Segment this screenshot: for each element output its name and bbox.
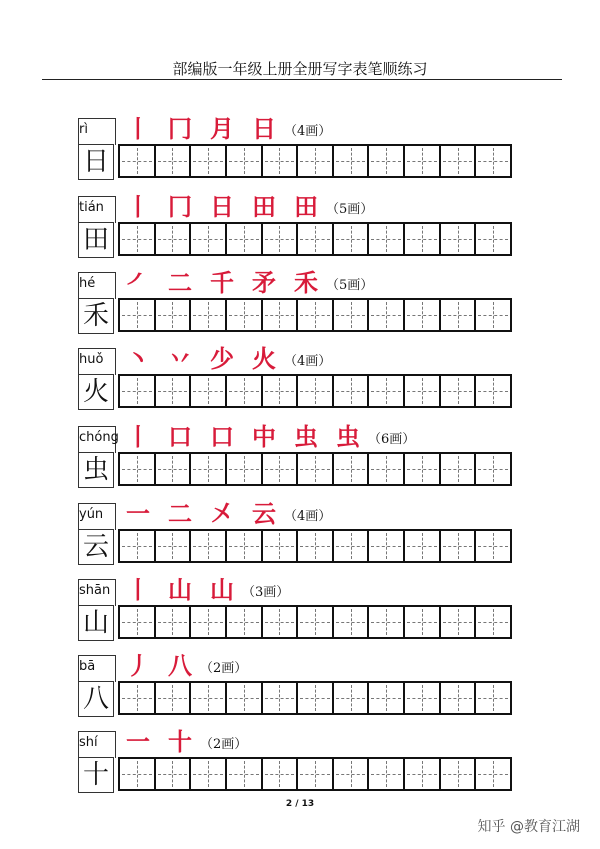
writing-cell[interactable] bbox=[227, 683, 263, 713]
writing-cell[interactable] bbox=[405, 683, 441, 713]
writing-cell[interactable] bbox=[191, 759, 227, 789]
writing-cell[interactable] bbox=[263, 454, 299, 484]
practice-entry bbox=[78, 345, 518, 426]
pinyin-box bbox=[78, 348, 116, 375]
stroke-step: 日 bbox=[210, 193, 234, 221]
writing-cell[interactable] bbox=[156, 531, 192, 561]
writing-cell[interactable] bbox=[476, 607, 510, 637]
stroke-step: 丨 bbox=[126, 193, 150, 221]
writing-cell[interactable] bbox=[120, 224, 156, 254]
writing-grid bbox=[118, 222, 512, 256]
writing-cell[interactable] bbox=[441, 376, 477, 406]
pinyin-box bbox=[78, 731, 116, 758]
stroke-order bbox=[126, 500, 331, 528]
writing-cell[interactable] bbox=[405, 531, 441, 561]
writing-cell[interactable] bbox=[476, 376, 510, 406]
writing-cell[interactable] bbox=[441, 454, 477, 484]
model-character: 田 bbox=[78, 222, 114, 258]
writing-cell[interactable] bbox=[405, 146, 441, 176]
writing-grid bbox=[118, 681, 512, 715]
stroke-step: 一 bbox=[126, 500, 150, 528]
stroke-count: （2画） bbox=[200, 736, 248, 752]
writing-cell[interactable] bbox=[120, 376, 156, 406]
writing-grid bbox=[118, 452, 512, 486]
writing-cell[interactable] bbox=[334, 376, 370, 406]
stroke-step: 丿 bbox=[126, 652, 150, 680]
model-character: 山 bbox=[78, 605, 114, 641]
practice-entry bbox=[78, 423, 518, 504]
writing-cell[interactable] bbox=[227, 300, 263, 330]
writing-cell[interactable] bbox=[405, 759, 441, 789]
writing-cell[interactable] bbox=[298, 607, 334, 637]
stroke-order bbox=[126, 269, 373, 297]
stroke-count: （5画） bbox=[326, 201, 374, 217]
stroke-step: 十 bbox=[168, 728, 192, 756]
stroke-step: 山 bbox=[168, 576, 192, 604]
writing-cell[interactable] bbox=[369, 224, 405, 254]
writing-cell[interactable] bbox=[227, 531, 263, 561]
writing-cell[interactable] bbox=[120, 300, 156, 330]
stroke-step: 日 bbox=[252, 115, 276, 143]
writing-cell[interactable] bbox=[120, 759, 156, 789]
pinyin-label: chóng bbox=[79, 430, 119, 445]
stroke-step: 㐅 bbox=[210, 500, 234, 528]
model-character: 十 bbox=[78, 757, 114, 793]
writing-cell[interactable] bbox=[334, 454, 370, 484]
pinyin-box bbox=[78, 655, 116, 682]
stroke-step: 云 bbox=[252, 500, 276, 528]
pinyin-box bbox=[78, 426, 119, 453]
pinyin-box bbox=[78, 579, 116, 606]
stroke-order bbox=[126, 728, 247, 756]
stroke-step: 二 bbox=[168, 269, 192, 297]
writing-cell[interactable] bbox=[334, 683, 370, 713]
model-character: 日 bbox=[78, 144, 114, 180]
stroke-count: （5画） bbox=[326, 277, 374, 293]
writing-cell[interactable] bbox=[369, 454, 405, 484]
pinyin-label: rì bbox=[79, 122, 88, 137]
writing-cell[interactable] bbox=[476, 531, 510, 561]
stroke-step: 丨 bbox=[126, 576, 150, 604]
writing-cell[interactable] bbox=[191, 224, 227, 254]
practice-entry bbox=[78, 728, 518, 809]
writing-cell[interactable] bbox=[334, 531, 370, 561]
writing-cell[interactable] bbox=[191, 683, 227, 713]
stroke-count: （6画） bbox=[368, 431, 416, 447]
stroke-step: 禾 bbox=[294, 269, 318, 297]
stroke-step: 一 bbox=[126, 728, 150, 756]
writing-cell[interactable] bbox=[298, 376, 334, 406]
stroke-step: 八 bbox=[168, 652, 192, 680]
stroke-step: 千 bbox=[210, 269, 234, 297]
title-divider bbox=[42, 79, 562, 80]
watermark: 知乎 @教育江湖 bbox=[477, 819, 580, 835]
practice-entry bbox=[78, 193, 518, 274]
writing-cell[interactable] bbox=[369, 300, 405, 330]
model-character: 云 bbox=[78, 529, 114, 565]
writing-cell[interactable] bbox=[156, 607, 192, 637]
pinyin-box bbox=[78, 272, 116, 299]
writing-grid bbox=[118, 374, 512, 408]
writing-cell[interactable] bbox=[476, 224, 510, 254]
writing-cell[interactable] bbox=[369, 607, 405, 637]
writing-cell[interactable] bbox=[476, 300, 510, 330]
writing-cell[interactable] bbox=[156, 759, 192, 789]
writing-cell[interactable] bbox=[405, 607, 441, 637]
writing-cell[interactable] bbox=[191, 300, 227, 330]
writing-cell[interactable] bbox=[441, 224, 477, 254]
writing-cell[interactable] bbox=[298, 300, 334, 330]
practice-entry bbox=[78, 576, 518, 657]
writing-grid bbox=[118, 298, 512, 332]
writing-cell[interactable] bbox=[120, 683, 156, 713]
stroke-step: 口 bbox=[210, 423, 234, 451]
writing-cell[interactable] bbox=[227, 376, 263, 406]
stroke-step: 山 bbox=[210, 576, 234, 604]
writing-cell[interactable] bbox=[191, 607, 227, 637]
writing-cell[interactable] bbox=[369, 376, 405, 406]
model-character: 八 bbox=[78, 681, 114, 717]
writing-cell[interactable] bbox=[120, 146, 156, 176]
stroke-step: 丨 bbox=[126, 115, 150, 143]
writing-cell[interactable] bbox=[405, 224, 441, 254]
model-character: 禾 bbox=[78, 298, 114, 334]
writing-cell[interactable] bbox=[156, 454, 192, 484]
stroke-order bbox=[126, 423, 415, 451]
writing-cell[interactable] bbox=[298, 683, 334, 713]
pinyin-label: shān bbox=[79, 583, 111, 598]
writing-cell[interactable] bbox=[156, 224, 192, 254]
writing-cell[interactable] bbox=[227, 454, 263, 484]
writing-cell[interactable] bbox=[298, 759, 334, 789]
stroke-step: 虫 bbox=[336, 423, 360, 451]
stroke-step: 月 bbox=[210, 115, 234, 143]
writing-grid bbox=[118, 605, 512, 639]
writing-cell[interactable] bbox=[227, 759, 263, 789]
stroke-order bbox=[126, 115, 331, 143]
writing-cell[interactable] bbox=[369, 759, 405, 789]
writing-cell[interactable] bbox=[298, 146, 334, 176]
stroke-step: 丨 bbox=[126, 423, 150, 451]
writing-cell[interactable] bbox=[441, 300, 477, 330]
stroke-step: 田 bbox=[252, 193, 276, 221]
stroke-count: （4画） bbox=[284, 508, 332, 524]
writing-cell[interactable] bbox=[334, 146, 370, 176]
stroke-step: 火 bbox=[252, 345, 276, 373]
writing-cell[interactable] bbox=[298, 454, 334, 484]
writing-cell[interactable] bbox=[263, 224, 299, 254]
page-number: 2 / 13 bbox=[285, 799, 315, 809]
writing-cell[interactable] bbox=[191, 146, 227, 176]
writing-cell[interactable] bbox=[156, 146, 192, 176]
writing-cell[interactable] bbox=[191, 531, 227, 561]
writing-cell[interactable] bbox=[227, 146, 263, 176]
writing-cell[interactable] bbox=[191, 454, 227, 484]
pinyin-box bbox=[78, 503, 116, 530]
writing-cell[interactable] bbox=[298, 531, 334, 561]
writing-grid bbox=[118, 757, 512, 791]
writing-grid bbox=[118, 529, 512, 563]
model-character: 火 bbox=[78, 374, 114, 410]
writing-cell[interactable] bbox=[298, 224, 334, 254]
writing-cell[interactable] bbox=[263, 376, 299, 406]
stroke-count: （2画） bbox=[200, 660, 248, 676]
stroke-step: 田 bbox=[294, 193, 318, 221]
writing-cell[interactable] bbox=[120, 531, 156, 561]
pinyin-label: yún bbox=[79, 507, 104, 522]
pinyin-label: huǒ bbox=[79, 352, 104, 367]
practice-entry bbox=[78, 652, 518, 733]
writing-cell[interactable] bbox=[227, 224, 263, 254]
writing-cell[interactable] bbox=[191, 376, 227, 406]
stroke-count: （3画） bbox=[242, 584, 290, 600]
stroke-step: 冂 bbox=[168, 115, 192, 143]
writing-cell[interactable] bbox=[476, 683, 510, 713]
stroke-step: ㇒ bbox=[126, 269, 150, 297]
pinyin-label: hé bbox=[79, 276, 96, 291]
stroke-order bbox=[126, 576, 289, 604]
stroke-step: 口 bbox=[168, 423, 192, 451]
practice-entry bbox=[78, 269, 518, 350]
stroke-order bbox=[126, 345, 331, 373]
writing-cell[interactable] bbox=[334, 224, 370, 254]
writing-cell[interactable] bbox=[476, 146, 510, 176]
stroke-step: 矛 bbox=[252, 269, 276, 297]
writing-cell[interactable] bbox=[263, 683, 299, 713]
writing-cell[interactable] bbox=[120, 454, 156, 484]
writing-cell[interactable] bbox=[441, 683, 477, 713]
stroke-step: 少 bbox=[210, 345, 234, 373]
writing-cell[interactable] bbox=[156, 300, 192, 330]
writing-cell[interactable] bbox=[334, 607, 370, 637]
stroke-step: 丶 bbox=[126, 345, 150, 373]
practice-entry bbox=[78, 500, 518, 581]
writing-cell[interactable] bbox=[369, 531, 405, 561]
writing-grid bbox=[118, 144, 512, 178]
stroke-step: 中 bbox=[252, 423, 276, 451]
writing-cell[interactable] bbox=[441, 759, 477, 789]
pinyin-label: shí bbox=[79, 735, 98, 750]
page-title: 部编版一年级上册全册写字表笔顺练习 bbox=[172, 60, 428, 78]
writing-cell[interactable] bbox=[263, 607, 299, 637]
pinyin-box bbox=[78, 118, 116, 145]
writing-cell[interactable] bbox=[476, 759, 510, 789]
writing-cell[interactable] bbox=[369, 683, 405, 713]
pinyin-box bbox=[78, 196, 116, 223]
stroke-step: 冂 bbox=[168, 193, 192, 221]
stroke-step: 二 bbox=[168, 500, 192, 528]
writing-cell[interactable] bbox=[334, 300, 370, 330]
writing-cell[interactable] bbox=[405, 376, 441, 406]
pinyin-label: bā bbox=[79, 659, 96, 674]
writing-cell[interactable] bbox=[263, 300, 299, 330]
practice-entry bbox=[78, 115, 518, 196]
stroke-count: （4画） bbox=[284, 353, 332, 369]
writing-cell[interactable] bbox=[441, 531, 477, 561]
writing-cell[interactable] bbox=[405, 300, 441, 330]
stroke-order bbox=[126, 193, 373, 221]
stroke-count: （4画） bbox=[284, 123, 332, 139]
stroke-step: 虫 bbox=[294, 423, 318, 451]
writing-cell[interactable] bbox=[405, 454, 441, 484]
writing-cell[interactable] bbox=[263, 146, 299, 176]
writing-cell[interactable] bbox=[227, 607, 263, 637]
writing-cell[interactable] bbox=[334, 759, 370, 789]
writing-cell[interactable] bbox=[476, 454, 510, 484]
pinyin-label: tián bbox=[79, 200, 104, 215]
writing-cell[interactable] bbox=[156, 683, 192, 713]
writing-cell[interactable] bbox=[120, 607, 156, 637]
writing-cell[interactable] bbox=[263, 531, 299, 561]
stroke-step: 丷 bbox=[168, 345, 192, 373]
stroke-order bbox=[126, 652, 247, 680]
writing-cell[interactable] bbox=[441, 146, 477, 176]
writing-cell[interactable] bbox=[263, 759, 299, 789]
writing-cell[interactable] bbox=[156, 376, 192, 406]
model-character: 虫 bbox=[78, 452, 114, 488]
writing-cell[interactable] bbox=[441, 607, 477, 637]
writing-cell[interactable] bbox=[369, 146, 405, 176]
